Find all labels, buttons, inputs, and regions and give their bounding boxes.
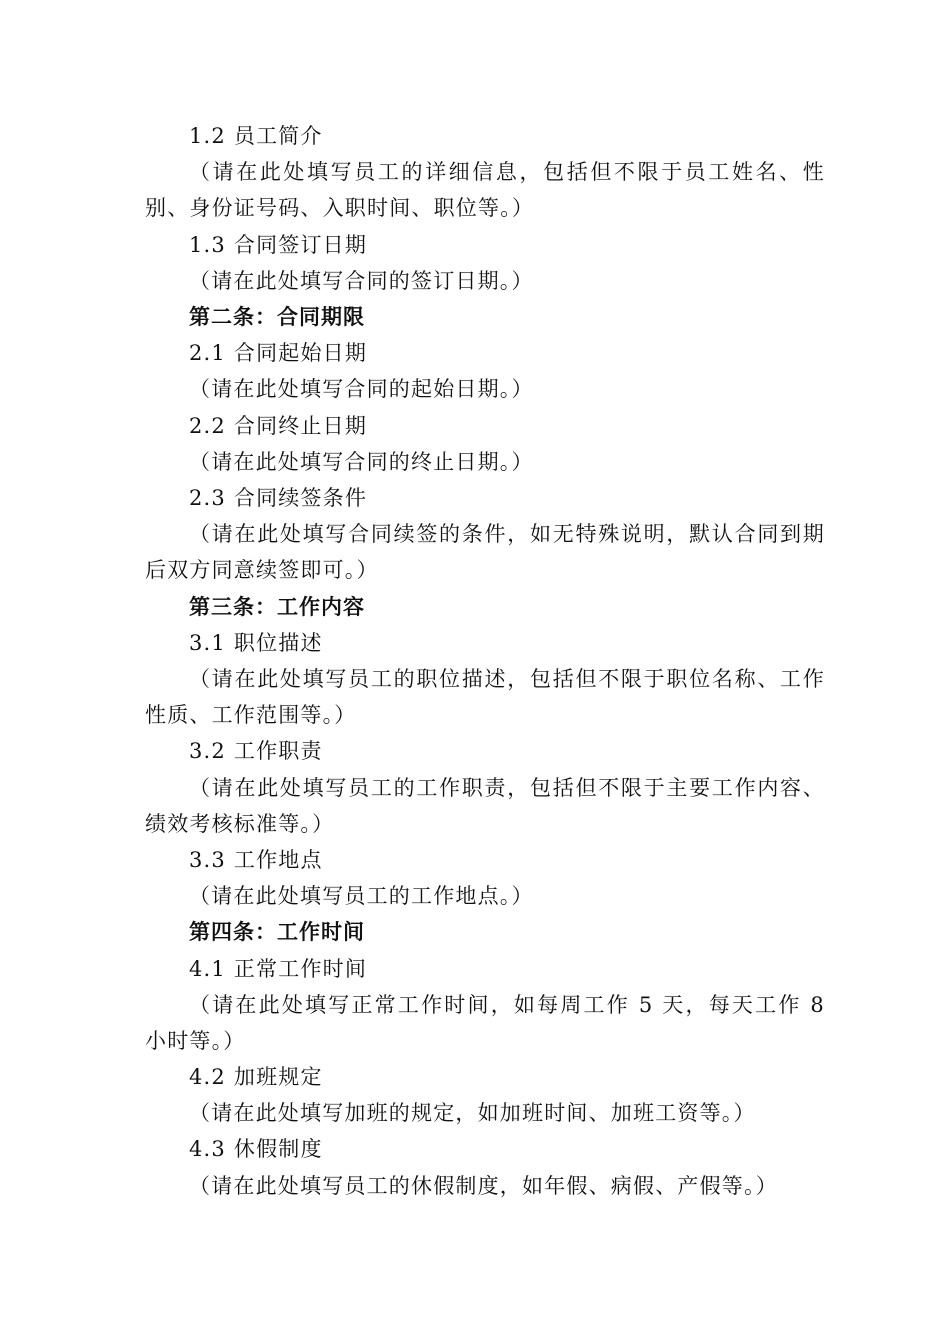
placeholder-paragraph: （请在此处填写合同续签的条件，如无特殊说明，默认合同到期后双方同意续签即可。）: [145, 522, 825, 583]
placeholder-paragraph: （请在此处填写合同的终止日期。）: [189, 449, 534, 474]
article-heading-2: 第二条：合同期限: [189, 304, 365, 329]
placeholder-paragraph: （请在此处填写员工的职位描述，包括但不限于职位名称、工作性质、工作范围等。）: [145, 666, 825, 728]
placeholder-paragraph: （请在此处填写员工的休假制度，如年假、病假、产假等。）: [189, 1173, 778, 1198]
placeholder-paragraph: （请在此处填写合同的签订日期。）: [189, 268, 534, 293]
article-heading-3: 第三条：工作内容: [189, 594, 365, 619]
section-item-3-2: 3.2 工作职责: [189, 739, 323, 764]
placeholder-paragraph: （请在此处填写合同的起始日期。）: [189, 377, 534, 402]
document-body: [145, 118, 825, 1204]
section-item-4-3: 4.3 休假制度: [189, 1137, 323, 1162]
section-item-4-1: 4.1 正常工作时间: [189, 956, 368, 981]
placeholder-paragraph: （请在此处填写正常工作时间，如每周工作 5 天，每天工作 8 小时等。）: [145, 992, 825, 1053]
placeholder-paragraph: （请在此处填写员工的工作职责，包括但不限于主要工作内容、绩效考核标准等。）: [145, 775, 825, 836]
section-item-3-1: 3.1 职位描述: [189, 630, 323, 655]
section-item-4-2: 4.2 加班规定: [189, 1065, 323, 1090]
article-heading-4: 第四条：工作时间: [189, 920, 365, 945]
section-item-2-1: 2.1 合同起始日期: [189, 341, 368, 366]
section-item-1-2: 1.2 员工简介: [189, 124, 323, 148]
section-item-2-2: 2.2 合同终止日期: [189, 413, 368, 438]
placeholder-paragraph: （请在此处填写员工的详细信息，包括但不限于员工姓名、性别、身份证号码、入职时间、职位等。）: [145, 160, 825, 221]
section-item-3-3: 3.3 工作地点: [189, 847, 323, 872]
placeholder-paragraph: （请在此处填写员工的工作地点。）: [189, 884, 534, 909]
section-item-1-3: 1.3 合同签订日期: [189, 232, 368, 257]
placeholder-paragraph: （请在此处填写加班的规定，如加班时间、加班工资等。）: [189, 1101, 756, 1126]
section-item-2-3: 2.3 合同续签条件: [189, 485, 368, 510]
